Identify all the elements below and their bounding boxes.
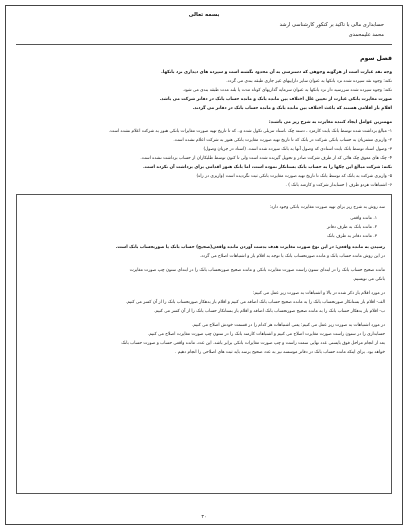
- doc-title: بسمه تعالی: [188, 12, 220, 18]
- divider: [16, 44, 392, 45]
- box-paragraph: در مورد اشتباهات به صورت زیر عمل می کنیم: یعنی اشتباهات هر کدام را در قسمت خودش اصلاح می کنیم.: [191, 323, 385, 328]
- method-item: ۲. مانده بانک به طرف دفاتر: [327, 225, 377, 230]
- box-paragraph: ب- اقلام باز بدهکار حساب بانک را به مانده صحیح صورتحساب بانک اضافه و اقلام باز بستانکار حساب بانک را از آن کسر می کنیم.: [153, 309, 385, 314]
- definition-cash: وجه نقد عبارت است از هرگونه وجوهی که دسترسی به آن محدود نگشته است و سپرده های دیداری نزد بانکها.: [161, 70, 392, 75]
- box-paragraph: در مورد اقلام باز ذکر شده در بالا و اشتباهات به صورت زیر عمل می کنیم:: [252, 291, 385, 296]
- cause-item: ۳- وصول اسناد توسط بانک بابت اسنادی که وصول آنها به بانک سپرده شده است. (اسناد در جریان وصول): [203, 147, 392, 152]
- cause-note: نکته: شرکت مبالغ این چکها را به حساب بانک بستانکار نموده است، اما بانک هنوز اقدامی برای برداشت آن نکرده است.: [143, 165, 392, 170]
- cause-item: ۶- اشتباهات هردو طرف ( حسابدار شرکت و کارمند بانک ) .: [285, 183, 392, 188]
- cause-item: ۱- مبالغ برداشت شده توسط بانک بابت کارمزد ، دسته چک ،اسناد تنزیلی تکول شده و.. که تا تاریخ تهیه صورت مغایرات بانکی هنوز به شرکت اعلام نشده است.: [108, 129, 392, 134]
- document-page: [5, 5, 403, 525]
- page-content: [16, 12, 392, 494]
- section-title: فصل سوم: [360, 55, 392, 62]
- methods-list: [23, 214, 385, 241]
- box-paragraph: بانکی می نویسیم.: [352, 277, 385, 282]
- box-paragraph: حسابداری را در ستون راست صورت مغایرت اصلاح می کنیم و اشتباهات کارمند بانک را در ستون چپ صورت مغایرت اصلاح می کنیم.: [147, 332, 385, 337]
- cause-item: ۵- واریزی شرکت به بانک که توسط بانک تا تاریخ تهیه صورت مغایرت بانکی ثبت نگردیده است (واریزی در راه): [196, 174, 392, 179]
- box-paragraph: بعد از انجام مراحل فوق بایستی عدد نهایی سمت راست و چپ صورت مغایرات بانکی برابر باشد. این عدد، مانده واقعی حساب و صورت حساب بانک: [121, 341, 385, 346]
- box-intro: سه روش به شرح زیر برای تهیه صورت مغایرت بانکی وجود دارد:: [269, 205, 385, 210]
- box-paragraph: در این روش مانده حساب بانک و مانده صورتحساب بانک با توجه به اقلام باز و اشتباهات اصلاح می گردد.: [199, 254, 385, 259]
- definition-reconciliation: صورت مغایرت بانکی عبارت از تعیین علل اختلاف بین مانده بانک و مانده حساب بانک در دفاتر شرکت می باشد.: [159, 97, 392, 102]
- note-1: نکته: وجوه نقد سپرده شده نزد بانکها به عنوان سایر داراییهای غیر جاری طبقه بندی می گردد.: [226, 79, 392, 84]
- box-paragraph: مانده صحیح حساب بانک را در ابتدای ستون راست صورت مغایرت بانکی و مانده صحیح صورتحساب بانک را در ابتدای ستون چپ صورت مغایرت: [129, 268, 385, 273]
- box-paragraph: الف- اقلام باز بستانکار صورتحساب بانک را به مانده صحیح حساب بانک اضافه می کنیم و اقلام باز بدهکار صورتحساب بانک را از آن کسر می کنیم.: [125, 300, 385, 305]
- page-number: ۳۰: [201, 515, 207, 520]
- cause-item: ۴- چک های معوق چک هائی که از طرف شرکت صادر و تحویل گیرنده شده است ولی تا کنون توسط طلبکاران از حساب برداشت نشده است.: [140, 156, 392, 161]
- header-line-2: محمد علیمحمدی: [348, 32, 384, 38]
- methods-box: [16, 194, 392, 494]
- causes-title: مهمترین عوامل ایجاد کننده مغایرت به شرح زیر می باشند:: [268, 120, 392, 125]
- cause-item: ۲- واریزی مشتریان به حساب بانکی شرکت در بانک که تا تاریخ تهیه صورت مغایرت بانکی هنوز به شرکت اعلام نشده است.: [173, 138, 392, 143]
- box-paragraph: خواهد بود. برای اینکه مانده حساب بانک در دفاتر موسسه نیز به عدد صحیح برسد باید ثبت های اصلاحی را انجام دهیم .: [175, 350, 385, 355]
- note-2: نکته: وجوه سپرده شده سررسید دار نزد بانکها به عنوان سرمایه گذاریهای کوتاه مدت یا بلند مدت طبقه بندی می شود.: [182, 88, 392, 93]
- definition-open-items: اقلام باز اقلامی هستند که باعث اختلاف بین مانده بانک و مانده حساب بانک در دفاتر می گردند.: [192, 106, 392, 111]
- method-item: ۳. مانده دفاتر به طرف بانک: [327, 234, 377, 239]
- header-line-1: حسابداری مالی با تاکید بر کنکور کارشناسی ارشد: [279, 22, 384, 28]
- method-item: ۱. مانده واقعی: [350, 216, 377, 221]
- box-paragraph: رسیدن به مانده واقعی: در این نوع صورت مغایرت هدف بدست آوردن مانده واقعی(صحیح) حساب بانک یا صورتحساب بانک است.: [115, 245, 385, 250]
